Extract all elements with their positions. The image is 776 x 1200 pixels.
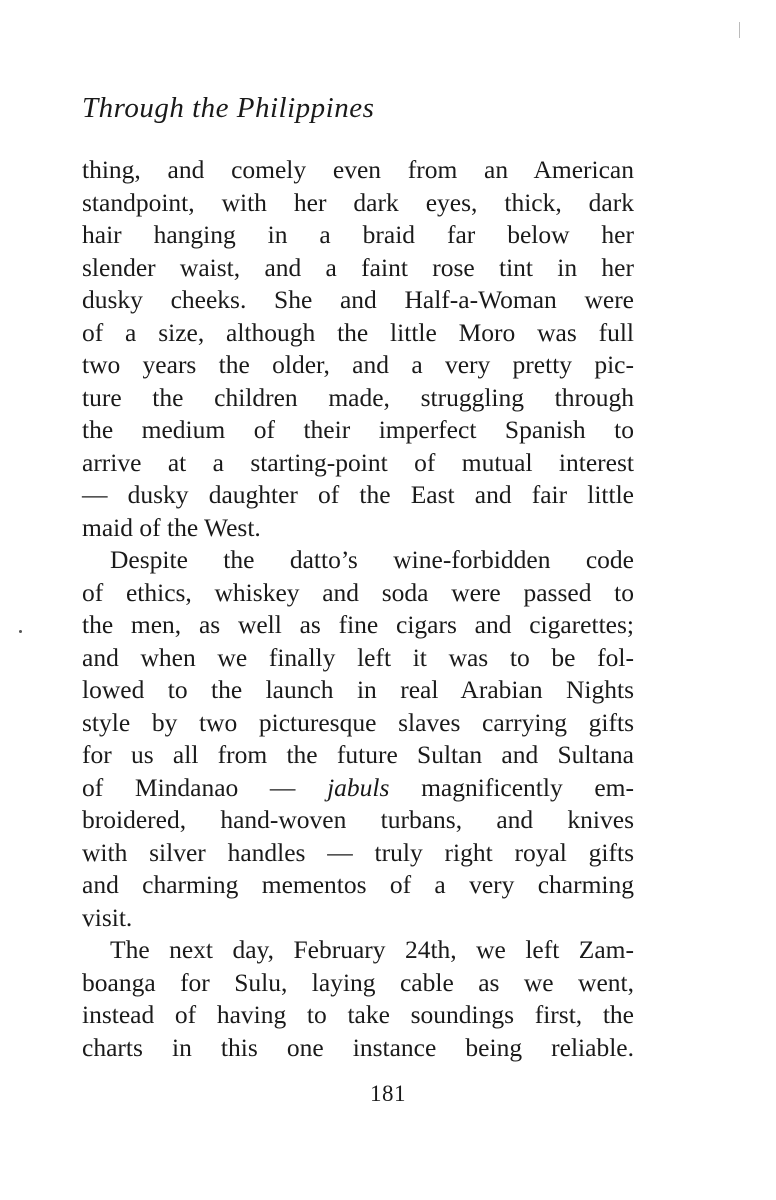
text-line: charts in this one instance being reliable. (82, 1032, 634, 1062)
text-line: ture the children made, struggling through (82, 382, 634, 412)
text-line: boanga for Sulu, laying cable as we went, (82, 967, 634, 997)
text-line: with silver handles — truly right royal gifts (82, 837, 634, 867)
text-line: arrive at a starting-point of mutual interest (82, 447, 634, 477)
text-line: of ethics, whiskey and soda were passed to (82, 577, 634, 607)
text-line: slender waist, and a faint rose tint in her (82, 252, 634, 282)
text-line: — dusky daughter of the East and fair little (82, 480, 634, 509)
text-line: visit. (82, 902, 133, 932)
paragraph-start-line: Despite the datto’s wine-forbidden code (110, 545, 634, 574)
paragraph-start-line: The next day, February 24th, we left Zam- (110, 935, 634, 964)
margin-mark (739, 22, 740, 38)
text-line: lowed to the launch in real Arabian Nights (82, 675, 634, 704)
text-line: two years the older, and a very pretty pic- (82, 350, 634, 379)
page-number: 181 (370, 1081, 406, 1106)
text-line: style by two picturesque slaves carrying gifts (82, 707, 634, 737)
text-line: and when we finally left it was to be fol- (82, 642, 634, 672)
text-line: dusky cheeks. She and Half-a-Woman were (82, 285, 634, 314)
text-line: hair hanging in a braid far below her (82, 220, 634, 249)
text-line: broidered, hand-woven turbans, and knives (82, 805, 634, 834)
body-text (82, 154, 634, 1064)
text-line: and charming mementos of a very charming (82, 870, 634, 899)
text-line-with-italic (82, 772, 634, 805)
text-line: instead of having to take soundings first, the (82, 1000, 634, 1029)
text-line: for us all from the future Sultan and Sultana (82, 740, 634, 769)
text-segment: of Mindanao — (82, 772, 296, 802)
stray-mark (19, 630, 22, 633)
text-line: maid of the West. (82, 512, 261, 542)
text-line: thing, and comely even from an American (82, 155, 634, 184)
text-line: of a size, although the little Moro was full (82, 317, 634, 347)
text-segment: magnificently em- (421, 772, 635, 802)
running-head: Through the Philippines (82, 92, 375, 124)
text-line: the medium of their imperfect Spanish to (82, 415, 634, 444)
text-line: standpoint, with her dark eyes, thick, dark (82, 187, 634, 217)
italic-term: jabuls (327, 772, 390, 802)
text-line: the men, as well as fine cigars and cigarettes; (82, 610, 634, 639)
